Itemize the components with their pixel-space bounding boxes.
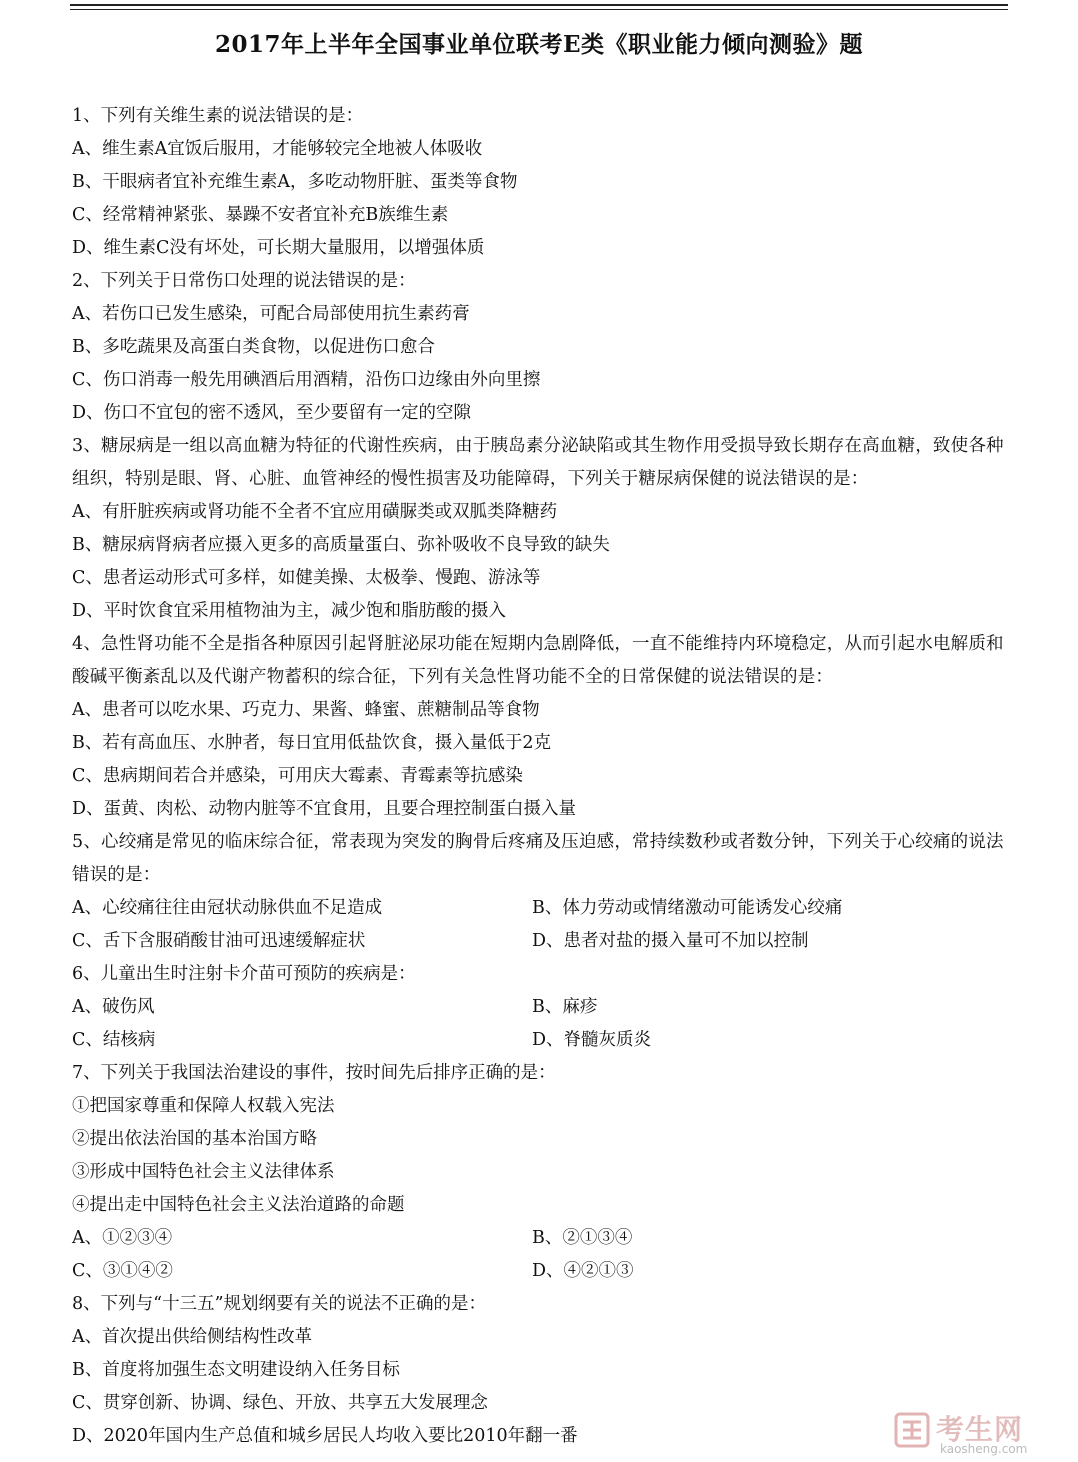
question-8-option-c: C、贯穿创新、协调、绿色、开放、共享五大发展理念 [72,1393,488,1413]
question-7-item-4: ④提出走中国特色社会主义法治道路的命题 [72,1195,405,1215]
watermark [890,1408,1070,1458]
watermark-url: kaosheng.com [940,1442,1028,1456]
question-4-option-b: B、若有高血压、水肿者，每日宜用低盐饮食，摄入量低于2克 [72,733,551,753]
question-4-stem: 4、急性肾功能不全是指各种原因引起肾脏泌尿功能在短期内急剧降低，一直不能维持内环境稳定，从而引起水电解质和酸碱平衡紊乱以及代谢产物蓄积的综合征，下列有关急性肾功能不全的日常保健的说法错误的是： [72,634,1004,687]
question-8-option-a: A、首次提出供给侧结构性改革 [72,1327,313,1347]
question-5-stem: 5、心绞痛是常见的临床综合征，常表现为突发的胸骨后疼痛及压迫感，常持续数秒或者数分钟，下列关于心绞痛的说法错误的是： [72,832,1004,885]
question-6-option-a: A、破伤风 [72,997,155,1017]
question-list [72,100,1012,1453]
question-2-option-b: B、多吃蔬果及高蛋白类食物，以促进伤口愈合 [72,337,435,357]
question-5-option-b: B、体力劳动或情绪激动可能诱发心绞痛 [532,898,843,918]
question-5-option-d: D、患者对盐的摄入量可不加以控制 [532,931,809,951]
question-1-option-a: A、维生素A宜饭后服用，才能够较完全地被人体吸收 [72,139,483,159]
question-6-options-row-1 [72,991,1012,1024]
question-7-options-row-2 [72,1255,1012,1288]
question-4-option-c: C、患病期间若合并感染，可用庆大霉素、青霉素等抗感染 [72,766,523,786]
question-6-option-d: D、脊髓灰质炎 [532,1030,652,1050]
question-2-option-d: D、伤口不宜包的密不透风，至少要留有一定的空隙 [72,403,472,423]
question-7-item-1: ①把国家尊重和保障人权载入宪法 [72,1096,335,1116]
question-6-option-b: B、麻疹 [532,997,598,1017]
question-5-option-a: A、心绞痛往往由冠状动脉供血不足造成 [72,898,383,918]
question-3-option-c: C、患者运动形式可多样，如健美操、太极拳、慢跑、游泳等 [72,568,541,588]
question-6-stem: 6、儿童出生时注射卡介苗可预防的疾病是： [72,964,416,984]
question-3-option-b: B、糖尿病肾病者应摄入更多的高质量蛋白、弥补吸收不良导致的缺失 [72,535,610,555]
question-2-option-c: C、伤口消毒一般先用碘酒后用酒精，沿伤口边缘由外向里擦 [72,370,541,390]
question-4-option-a: A、患者可以吃水果、巧克力、果酱、蜂蜜、蔗糖制品等食物 [72,700,540,720]
question-5-options-row-2 [72,925,1012,958]
question-1-option-d: D、维生素C没有坏处，可长期大量服用，以增强体质 [72,238,485,258]
question-5-options-row-1 [72,892,1012,925]
question-7-options-row-1 [72,1222,1012,1255]
question-7-option-d: D、④②①③ [532,1261,634,1281]
watermark-text: 考生网 [936,1413,1024,1446]
question-6-options-row-2 [72,1024,1012,1057]
question-7-stem: 7、下列关于我国法治建设的事件，按时间先后排序正确的是： [72,1063,556,1083]
question-7-item-2: ②提出依法治国的基本治国方略 [72,1129,317,1149]
question-8-option-d: D、2020年国内生产总值和城乡居民人均收入要比2010年翻一番 [72,1426,578,1446]
top-double-rule-thin [70,9,1008,10]
question-3-option-d: D、平时饮食宜采用植物油为主，减少饱和脂肪酸的摄入 [72,601,507,621]
question-1-stem: 1、下列有关维生素的说法错误的是： [72,106,364,126]
watermark-logo-icon [894,1412,930,1448]
question-1-option-c: C、经常精神紧张、暴躁不安者宜补充B族维生素 [72,205,449,225]
question-8-stem: 8、下列与“十三五”规划纲要有关的说法不正确的是： [72,1294,487,1314]
question-3-option-a: A、有肝脏疾病或肾功能不全者不宜应用磺脲类或双胍类降糖药 [72,502,558,522]
question-7-option-b: B、②①③④ [532,1228,633,1248]
question-1-option-b: B、干眼病者宜补充维生素A，多吃动物肝脏、蛋类等食物 [72,172,518,192]
question-8-option-b: B、首度将加强生态文明建设纳入任务目标 [72,1360,400,1380]
question-5-option-c: C、舌下含服硝酸甘油可迅速缓解症状 [72,931,366,951]
question-2-stem: 2、下列关于日常伤口处理的说法错误的是： [72,271,416,291]
question-4-option-d: D、蛋黄、肉松、动物内脏等不宜食用，且要合理控制蛋白摄入量 [72,799,577,819]
question-2-option-a: A、若伤口已发生感染，可配合局部使用抗生素药膏 [72,304,470,324]
question-6-option-c: C、结核病 [72,1030,156,1050]
top-double-rule [70,4,1008,6]
document-title: 2017年上半年全国事业单位联考E类《职业能力倾向测验》题 [214,31,864,58]
question-7-item-3: ③形成中国特色社会主义法律体系 [72,1162,335,1182]
question-7-option-c: C、③①④② [72,1261,173,1281]
question-7-option-a: A、①②③④ [72,1228,173,1248]
question-3-stem: 3、糖尿病是一组以高血糖为特征的代谢性疾病，由于胰岛素分泌缺陷或其生物作用受损导致长期存在高血糖，致使各种组织，特别是眼、肾、心脏、血管神经的慢性损害及功能障碍，下列关于糖尿病保健的说法错误的是： [72,436,1004,489]
